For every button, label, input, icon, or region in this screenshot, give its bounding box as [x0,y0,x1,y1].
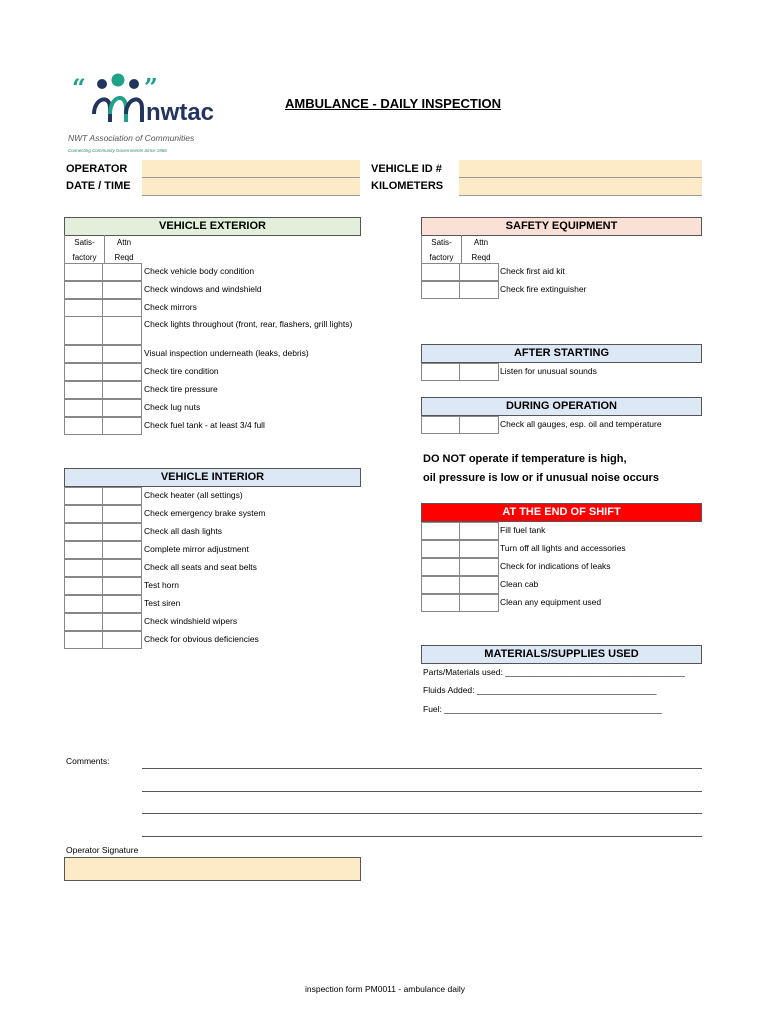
item-label: Fill fuel tank [500,525,546,535]
satisfactory-checkbox[interactable] [64,399,103,417]
attn-header-2: Reqd [471,253,491,262]
satisfactory-checkbox[interactable] [421,594,460,612]
attention-checkbox[interactable] [102,363,142,381]
item-label: Check first aid kit [500,266,565,276]
item-label: Check all gauges, esp. oil and temperature [500,419,662,429]
item-label: Check all dash lights [144,526,222,536]
satis-header-1: Satis- [431,238,452,247]
attention-checkbox[interactable] [102,316,142,345]
attn-header-1: Attn [473,238,489,247]
list-item [421,522,711,540]
list-item [64,299,364,317]
list-item [64,399,364,417]
kilometers-label: KILOMETERS [371,180,444,192]
satisfactory-checkbox[interactable] [421,416,460,434]
list-item [421,363,711,381]
vehicle-exterior-header: VEHICLE EXTERIOR [64,217,361,236]
satisfactory-checkbox[interactable] [64,595,103,613]
satisfactory-checkbox[interactable] [64,363,103,381]
item-label: Check mirrors [144,302,197,312]
fluids-added-field[interactable]: Fluids Added: ______________________________________ [423,685,657,695]
list-item [421,540,711,558]
attention-checkbox[interactable] [102,631,142,649]
operator-field[interactable] [142,160,360,178]
item-label: Check windshield wipers [144,616,238,626]
safety-column-headers [421,235,499,263]
list-item [421,416,711,434]
item-label: Check all seats and seat belts [144,562,257,572]
list-item [64,613,364,631]
comments-label: Comments: [66,756,110,766]
warning-line-2: oil pressure is low or if unusual noise occurs [423,472,659,484]
warning-line-1: DO NOT operate if temperature is high, [423,453,627,465]
satisfactory-checkbox[interactable] [64,523,103,541]
list-item [421,576,711,594]
vehicle-interior-header: VEHICLE INTERIOR [64,468,361,487]
date-time-label: DATE / TIME [66,180,131,192]
satisfactory-checkbox[interactable] [64,559,103,577]
satisfactory-checkbox[interactable] [421,263,460,281]
satisfactory-checkbox[interactable] [421,522,460,540]
attention-checkbox[interactable] [459,594,499,612]
satisfactory-checkbox[interactable] [64,345,103,363]
attn-header-2: Reqd [114,253,134,262]
satisfactory-checkbox[interactable] [64,631,103,649]
attention-checkbox[interactable] [102,417,142,435]
item-label: Check vehicle body condition [144,266,255,276]
item-label: Clean cab [500,579,539,589]
item-label: Check lights throughout (front, rear, flashers, grill lights) [144,319,353,329]
attention-checkbox[interactable] [102,541,142,559]
parts-used-field[interactable]: Parts/Materials used: ______________________________________ [423,667,685,677]
satisfactory-checkbox[interactable] [64,487,103,505]
satis-header-2: factory [429,253,454,262]
exterior-column-headers [64,235,142,263]
vehicle-exterior-list [64,263,364,435]
satisfactory-checkbox[interactable] [64,281,103,299]
item-label: Visual inspection underneath (leaks, debris) [144,348,309,358]
comments-line[interactable] [142,813,702,814]
item-label: Check for obvious deficiencies [144,634,259,644]
list-item [64,363,364,381]
item-label: Listen for unusual sounds [500,366,597,376]
item-label: Complete mirror adjustment [144,544,249,554]
item-label: Check lug nuts [144,402,201,412]
item-label: Check fire extinguisher [500,284,587,294]
comments-line[interactable] [142,791,702,792]
date-time-field[interactable] [142,178,360,196]
list-item [64,381,364,399]
item-label: Check tire condition [144,366,219,376]
satisfactory-checkbox[interactable] [421,281,460,299]
fuel-field[interactable]: Fuel: ______________________________________________ [423,704,662,714]
attention-checkbox[interactable] [102,381,142,399]
list-item [64,417,364,435]
safety-equipment-header: SAFETY EQUIPMENT [421,217,702,236]
attention-checkbox[interactable] [459,263,499,281]
item-label: Check emergency brake system [144,508,266,518]
comments-line[interactable] [142,768,702,769]
attention-checkbox[interactable] [102,487,142,505]
svg-text:“: “ [72,73,86,102]
satisfactory-checkbox[interactable] [421,558,460,576]
logo [68,70,228,154]
end-of-shift-list [421,522,711,612]
attention-checkbox[interactable] [459,576,499,594]
attention-checkbox[interactable] [102,577,142,595]
list-item [64,541,364,559]
vehicle-id-field[interactable] [459,160,702,178]
item-label: Check windows and windshield [144,284,262,294]
satisfactory-checkbox[interactable] [64,263,103,281]
attention-checkbox[interactable] [459,281,499,299]
satisfactory-checkbox[interactable] [421,576,460,594]
list-item [64,505,364,523]
operator-label: OPERATOR [66,163,128,175]
satis-header-1: Satis- [74,238,95,247]
satisfactory-checkbox[interactable] [64,541,103,559]
satisfactory-checkbox[interactable] [64,381,103,399]
attention-checkbox[interactable] [459,363,499,381]
list-item [64,559,364,577]
logo-people-icon [68,70,228,130]
vehicle-id-label: VEHICLE ID # [371,163,442,175]
comments-line[interactable] [142,836,702,837]
list-item [64,595,364,613]
vehicle-interior-list [64,487,364,649]
satisfactory-checkbox[interactable] [64,505,103,523]
attention-checkbox[interactable] [102,613,142,631]
attention-checkbox[interactable] [102,299,142,317]
svg-text:”: ” [144,73,158,102]
attention-checkbox[interactable] [459,558,499,576]
attention-checkbox[interactable] [102,505,142,523]
item-label: Check fuel tank - at least 3/4 full [144,420,265,430]
list-item [64,523,364,541]
satisfactory-checkbox[interactable] [64,316,103,345]
satisfactory-checkbox[interactable] [64,577,103,595]
attention-checkbox[interactable] [459,416,499,434]
item-label: Turn off all lights and accessories [500,543,626,553]
attention-checkbox[interactable] [102,559,142,577]
after-starting-header: AFTER STARTING [421,344,702,363]
logo-tagline: Connecting Community Governments Since 1966 [68,148,167,153]
item-label: Test horn [144,580,179,590]
list-item [64,577,364,595]
footer-text: inspection form PM0011 - ambulance daily [304,984,465,994]
signature-label: Operator Signature [66,845,139,855]
list-item [64,281,364,299]
safety-equipment-list [421,263,711,299]
kilometers-field[interactable] [459,178,702,196]
satisfactory-checkbox[interactable] [64,299,103,317]
satisfactory-checkbox[interactable] [64,613,103,631]
signature-field[interactable] [64,857,361,881]
satisfactory-checkbox[interactable] [421,363,460,381]
logo-org-name: NWT Association of Communities [68,133,195,143]
materials-header: MATERIALS/SUPPLIES USED [421,645,702,664]
list-item [64,345,364,363]
satisfactory-checkbox[interactable] [421,540,460,558]
list-item [421,594,711,612]
during-operation-header: DURING OPERATION [421,397,702,416]
item-label: Check heater (all settings) [144,490,243,500]
attention-checkbox[interactable] [102,399,142,417]
attn-header-1: Attn [116,238,132,247]
attention-checkbox[interactable] [459,540,499,558]
item-label: Check for indications of leaks [500,561,611,571]
attention-checkbox[interactable] [102,595,142,613]
list-item [421,281,711,299]
item-label: Check tire pressure [144,384,218,394]
attention-checkbox[interactable] [102,281,142,299]
attention-checkbox[interactable] [102,523,142,541]
list-item [64,263,364,281]
list-item [64,487,364,505]
list-item [64,631,364,649]
page-title: AMBULANCE - DAILY INSPECTION [285,96,501,111]
item-label: Clean any equipment used [500,597,602,607]
attention-checkbox[interactable] [459,522,499,540]
svg-text:nwtac: nwtac [146,99,215,126]
item-label: Test siren [144,598,181,608]
list-item [421,263,711,281]
end-of-shift-header: AT THE END OF SHIFT [421,503,702,522]
list-item [421,558,711,576]
attention-checkbox[interactable] [102,263,142,281]
satis-header-2: factory [72,253,97,262]
list-item [64,316,364,345]
attention-checkbox[interactable] [102,345,142,363]
satisfactory-checkbox[interactable] [64,417,103,435]
